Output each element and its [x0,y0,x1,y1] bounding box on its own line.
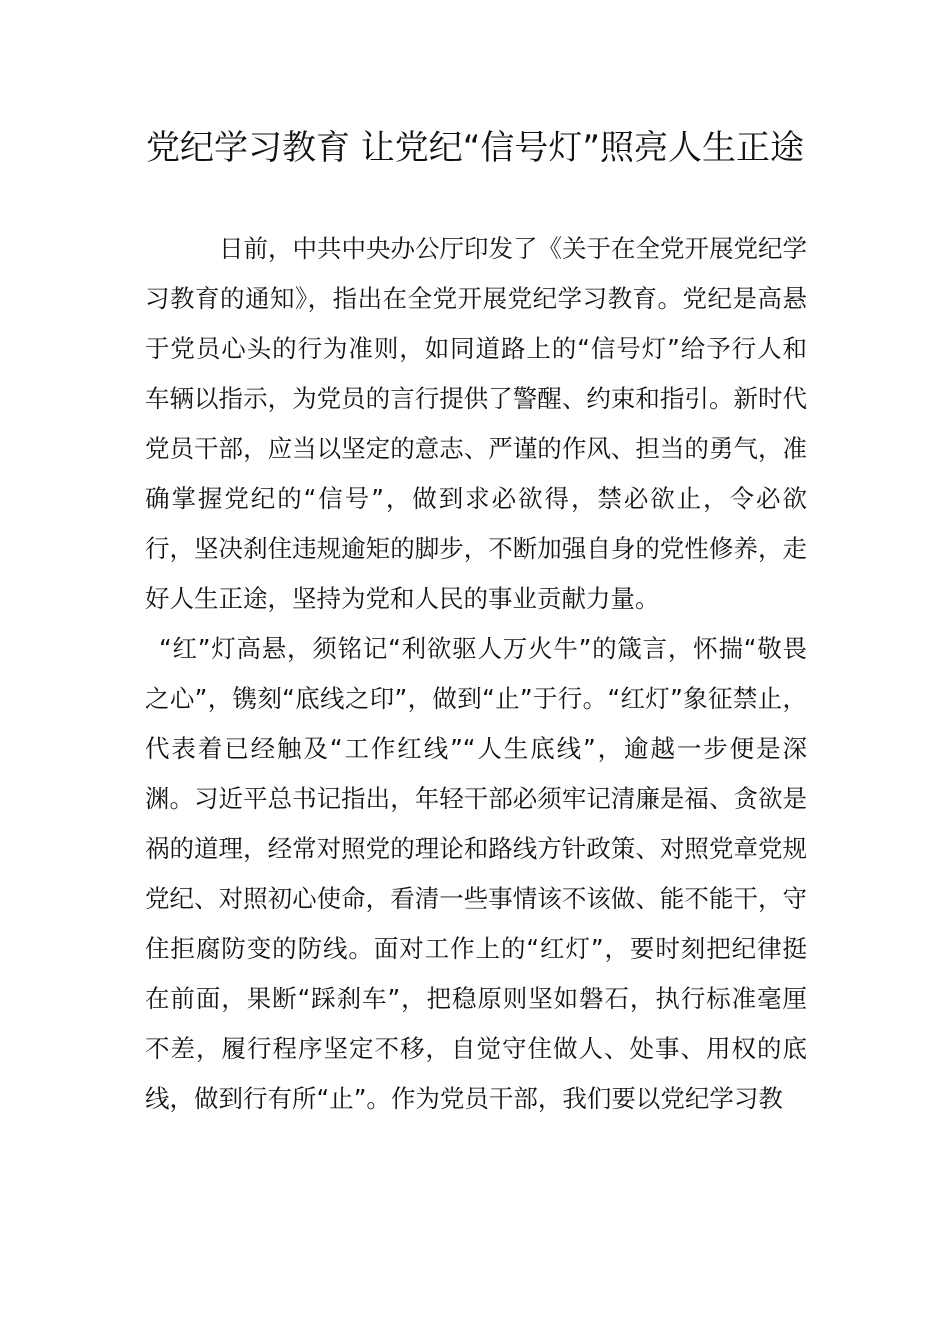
paragraph-2: “红”灯高悬，须铭记“利欲驱人万火牛”的箴言，怀揣“敬畏之心”，镌刻“底线之印”，做到“止”于行。“红灯”象征禁止，代表着已经触及“工作红线”“人生底线”，逾越一步便是深渊。习近平总书记指出，年轻干部必须牢记清廉是福、贪欲是祸的道理，经常对照党的理论和路线方针政策、对照党章党规党纪、对照初心使命，看清一些事情该不该做、能不能干，守住拒腐防变的防线。面对工作上的“红灯”，要时刻把纪律挺在前面，果断“踩刹车”，把稳原则坚如磐石，执行标准毫厘不差，履行程序坚定不移，自觉守住做人、处事、用权的底线，做到行有所“止”。作为党员干部，我们要以党纪学习教 [145,634,807,1113]
document-body [145,224,807,1124]
paragraph-1: 日前，中共中央办公厅印发了《关于在全党开展党纪学习教育的通知》，指出在全党开展党纪学习教育。党纪是高悬于党员心头的行为准则，如同道路上的“信号灯”给予行人和车辆以指示，为党员的言行提供了警醒、约束和指引。新时代党员干部，应当以坚定的意志、严谨的作风、担当的勇气，准确掌握党纪的“信号”，做到求必欲得，禁必欲止，令必欲行，坚决刹住违规逾矩的脚步，不断加强自身的党性修养，走好人生正途，坚持为党和人民的事业贡献力量。 [145,234,807,613]
document-title: 党纪学习教育 让党纪“信号灯”照亮人生正途 [145,128,805,168]
